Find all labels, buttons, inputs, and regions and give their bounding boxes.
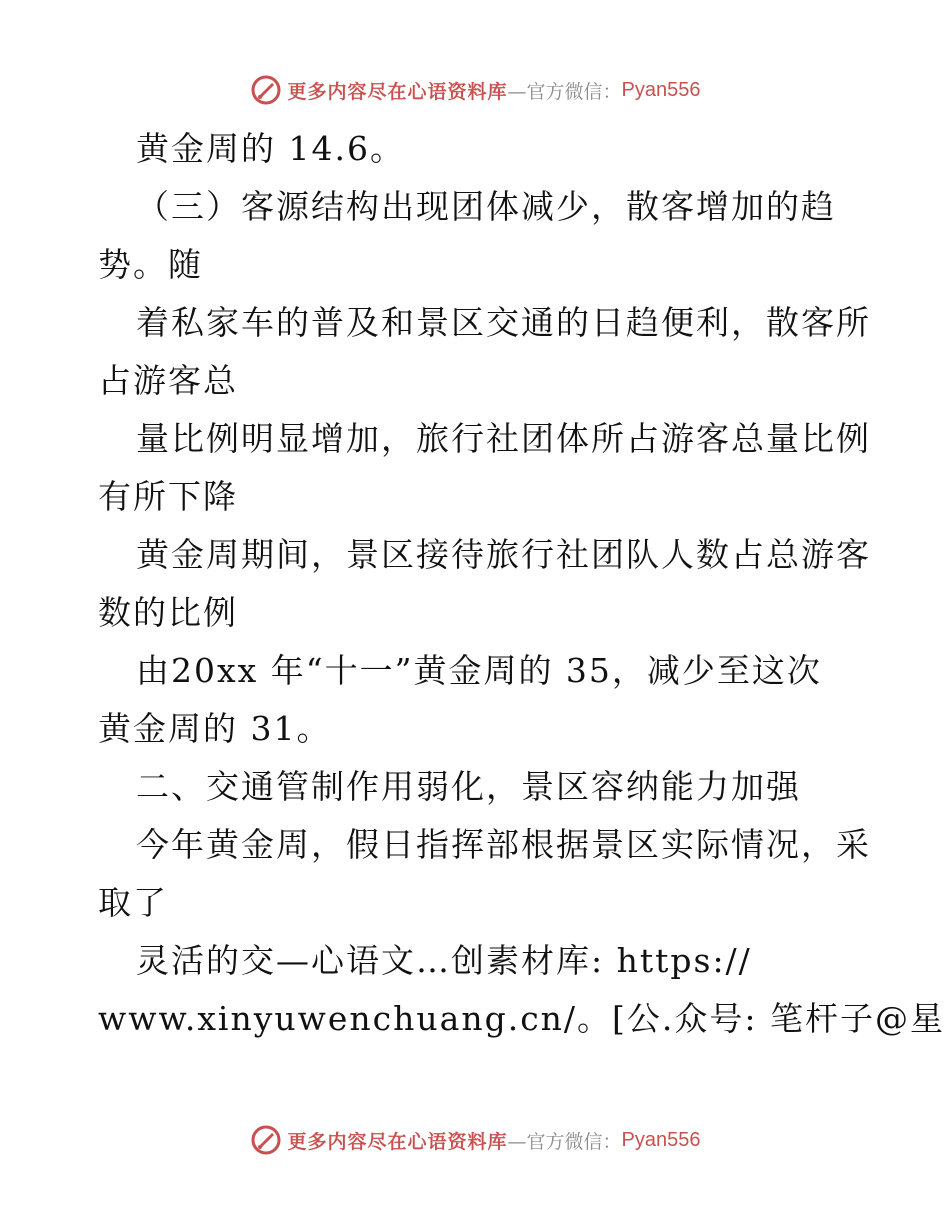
footer-brand-text: 更多内容尽在心语资料库: [287, 1130, 508, 1153]
body-line: 今年黄金周，假日指挥部根据景区实际情况，采: [136, 825, 871, 864]
header-official-label: —官方微信：: [507, 80, 622, 103]
body-line: （三）客源结构出现团体减少，散客增加的趋: [136, 187, 836, 226]
document-body: [98, 120, 946, 1048]
body-line: www.xinyuwenchuang.cn/。[公.众号: 笔杆子@星: [98, 999, 946, 1038]
body-line: 由20xx 年“十一”黄金周的 35，减少至这次: [136, 651, 822, 690]
footer-official-label: —官方微信：: [507, 1130, 622, 1153]
body-line: 黄金周期间，景区接待旅行社团队人数占总游客: [136, 535, 871, 574]
body-line: 量比例明显增加，旅行社团体所占游客总量比例: [136, 419, 871, 458]
logo-icon: [250, 74, 282, 106]
body-line: 有所下降: [98, 477, 238, 516]
body-line: 二、交通管制作用弱化，景区容纳能力加强: [136, 767, 801, 806]
body-line: 灵活的交—心语文…创素材库: https://: [136, 941, 752, 980]
header-wechat-handle: Pyan556: [621, 78, 701, 101]
logo-icon: [250, 1124, 282, 1156]
body-line: 数的比例: [98, 593, 238, 632]
body-line: 黄金周的 31。: [98, 709, 332, 748]
body-line: 黄金周的 14.6。: [136, 129, 405, 168]
footer-banner: [0, 1120, 950, 1160]
body-line: 取了: [98, 883, 168, 922]
body-line: 势。随: [98, 245, 203, 284]
footer-wechat-handle: Pyan556: [621, 1128, 701, 1151]
header-banner: [0, 70, 950, 110]
header-brand-text: 更多内容尽在心语资料库: [287, 80, 508, 103]
body-line: 着私家车的普及和景区交通的日趋便利，散客所: [136, 303, 871, 342]
body-line: 占游客总: [98, 361, 238, 400]
